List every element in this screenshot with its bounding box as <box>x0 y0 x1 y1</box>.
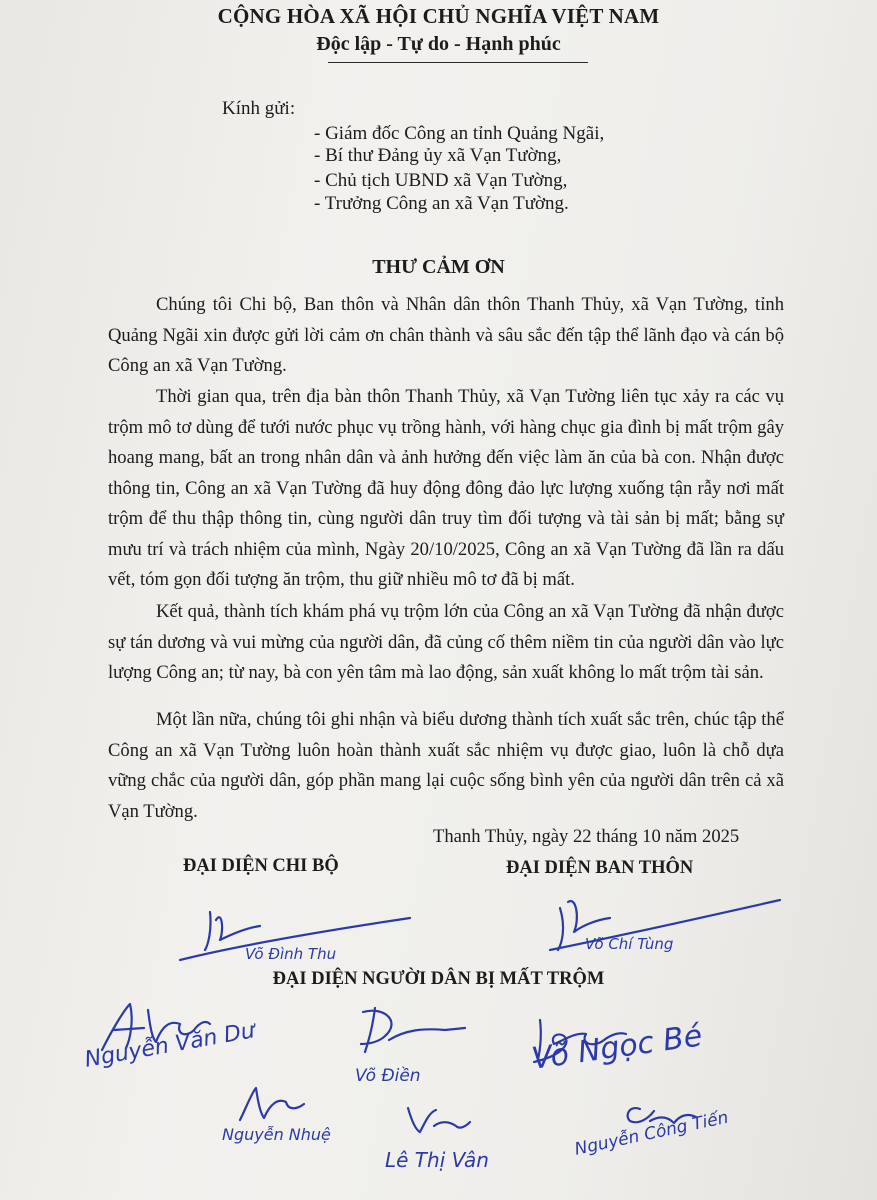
party-signer-name: Võ Đình Thu <box>245 945 337 963</box>
party-representative-heading: ĐẠI DIỆN CHI BỘ <box>183 856 339 876</box>
victim-signer-name: Lê Thị Vân <box>385 1148 489 1172</box>
victim-signature-scribble <box>400 1100 480 1140</box>
salutation: Kính gửi: <box>222 98 296 119</box>
victim-signer-name: Nguyễn Văn Dư <box>82 1018 257 1073</box>
recipient-line: - Chủ tịch UBND xã Vạn Tường, <box>314 170 568 191</box>
recipient-line: - Trưởng Công an xã Vạn Tường. <box>314 193 569 214</box>
body-paragraph: Chúng tôi Chi bộ, Ban thôn và Nhân dân thôn Thanh Thủy, xã Vạn Tường, tỉnh Quảng Ngãi xin được gửi lời cảm ơn chân thành và sâu sắc đến tập thể lãnh đạo và cán bộ Công an xã Vạn Tường. <box>108 294 784 376</box>
village-representative-heading: ĐẠI DIỆN BAN THÔN <box>506 858 694 878</box>
body-paragraph: Một lần nữa, chúng tôi ghi nhận và biểu dương thành tích xuất sắc trên, chúc tập thể Công an xã Vạn Tường luôn hoàn thành xuất sắc nhiệm vụ được giao, luôn là chỗ dựa vững chắc của người dân, góp phần mang lại cuộc sống bình yên của người dân trên cả xã Vạn Tường. <box>108 709 784 822</box>
body-paragraph: Kết quả, thành tích khám phá vụ trộm lớn của Công an xã Vạn Tường đã nhận được sự tán dương và vui mừng của người dân, đã củng cố thêm niềm tin của người dân vào lực lượng Công an; từ nay, bà con yên tâm mà lao động, sản xuất không lo mất trộm tài sản. <box>108 601 784 683</box>
party-signature-scribble <box>150 890 450 980</box>
victims-representative-heading: ĐẠI DIỆN NGƯỜI DÂN BỊ MẤT TRỘM <box>272 969 605 989</box>
motto-underline <box>328 62 588 63</box>
recipient-line: - Bí thư Đảng ủy xã Vạn Tường, <box>314 145 562 166</box>
national-motto: Độc lập - Tự do - Hạnh phúc <box>316 33 561 55</box>
body-paragraph: Thời gian qua, trên địa bàn thôn Thanh Thủy, xã Vạn Tường liên tục xảy ra các vụ trộm mô tơ dùng để tưới nước phục vụ trồng hành, với hàng chục gia đình bị mất trộm gây hoang mang, bất an trong nhân dân và ảnh hưởng đến việc làm ăn của bà con. Nhận được thông tin, Công an xã Vạn Tường đã huy động đông đảo lực lượng xuống tận rẫy nơi mất trộm để thu thập thông tin, cùng người dân truy tìm đối tượng và tài sản bị mất; bằng sự mưu trí và trách nhiệm của mình, Ngày 20/10/2025, Công an xã Vạn Tường đã lần ra dấu vết, tóm gọn đối tượng ăn trộm, thu giữ nhiều mô tơ đã bị mất. <box>108 386 784 590</box>
victim-signer-name: Nguyễn Nhuệ <box>222 1125 331 1144</box>
victim-signer-name: Nguyễn Công Tiến <box>572 1107 731 1160</box>
village-signer-name: Võ Chí Tùng <box>585 935 674 953</box>
victim-signer-name: Võ Ngọc Bé <box>529 1018 705 1077</box>
village-signature-scribble <box>540 888 820 968</box>
victim-signature-scribble <box>230 1080 330 1130</box>
victim-signer-name: Võ Điền <box>355 1066 421 1086</box>
place-and-date: Thanh Thủy, ngày 22 tháng 10 năm 2025 <box>433 826 740 847</box>
victim-signature-scribble <box>345 1000 495 1060</box>
recipient-line: - Giám đốc Công an tỉnh Quảng Ngãi, <box>314 123 605 144</box>
national-title: CỘNG HÒA XÃ HỘI CHỦ NGHĨA VIỆT NAM <box>217 4 660 28</box>
letter-title: THƯ CẢM ƠN <box>372 256 505 278</box>
